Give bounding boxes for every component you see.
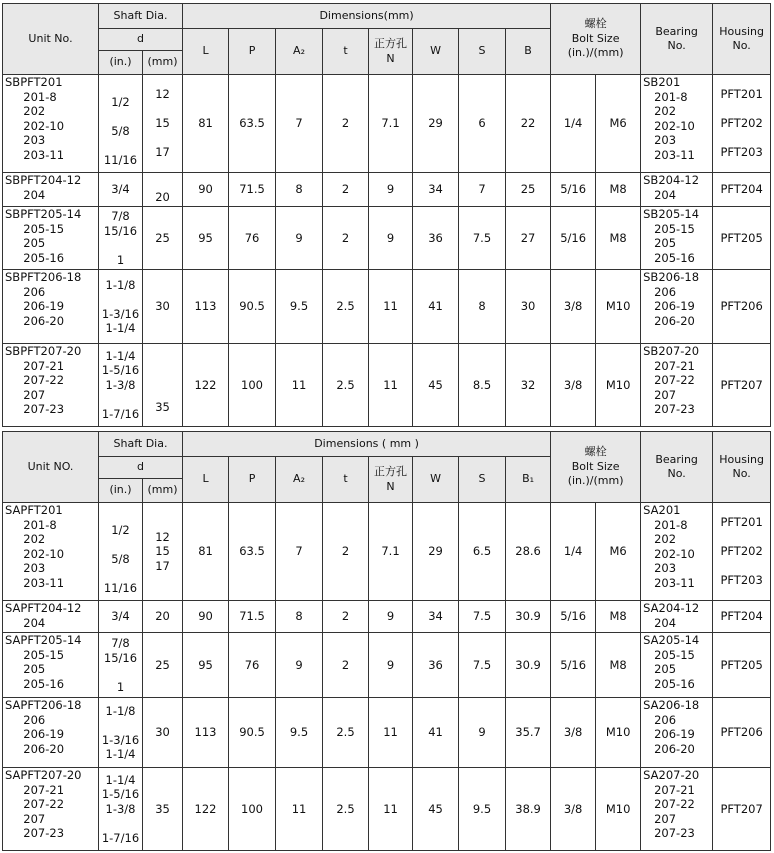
shaft-mm: 30: [143, 698, 183, 768]
dimension-value: 45: [413, 768, 459, 851]
dimension-value: 76: [229, 207, 276, 270]
header-shaft-dia: Shaft Dia.: [99, 432, 183, 457]
dimension-value: 28.6: [506, 503, 551, 601]
header-in: (in.): [99, 479, 143, 503]
bolt-size-mm: M6: [596, 503, 641, 601]
header-d: d: [99, 457, 183, 479]
housing-no: PFT207: [713, 344, 771, 427]
table-row: [3, 207, 771, 270]
header-dimensions: Dimensions ( mm ): [183, 432, 551, 457]
unit-no: SBPFT201 201-8 202 202-10 203 203-11: [3, 75, 99, 173]
header-dim-col: A₂: [276, 29, 323, 75]
bolt-size-in: 3/8: [551, 768, 596, 851]
shaft-mm: 25: [143, 207, 183, 270]
table-row: [3, 270, 771, 344]
header-unit-no: Unit NO.: [3, 432, 99, 503]
unit-no: SBPFT207-20 207-21 207-22 207 207-23: [3, 344, 99, 427]
table-row: [3, 698, 771, 768]
dimension-value: 2: [323, 173, 369, 207]
table-row: [3, 75, 771, 173]
dimension-value: 6.5: [459, 503, 506, 601]
housing-no: PFT201 PFT202 PFT203: [713, 75, 771, 173]
dimension-value: 113: [183, 698, 229, 768]
bolt-size-mm: M8: [596, 601, 641, 633]
table-row: [3, 503, 771, 601]
table-row: [3, 768, 771, 851]
dimension-value: 71.5: [229, 173, 276, 207]
shaft-mm: 25: [143, 633, 183, 698]
shaft-in: 7/8 15/16 1: [99, 207, 143, 270]
dimension-value: 76: [229, 633, 276, 698]
bearing-no: SA205-14 205-15 205 205-16: [641, 633, 713, 698]
header-housing-no: Housing No.: [713, 4, 771, 75]
shaft-in: 1-1/4 1-5/16 1-3/8 1-7/16: [99, 768, 143, 851]
shaft-in: 1-1/8 1-3/16 1-1/4: [99, 270, 143, 344]
header-dim-col: L: [183, 457, 229, 503]
dimension-value: 9.5: [276, 698, 323, 768]
shaft-mm: 35: [143, 344, 183, 427]
dimension-value: 25: [506, 173, 551, 207]
table-row: [3, 173, 771, 207]
dimension-value: 90.5: [229, 270, 276, 344]
bearing-no: SA204-12 204: [641, 601, 713, 633]
table-row: [3, 633, 771, 698]
dimension-value: 34: [413, 173, 459, 207]
bolt-size-mm: M10: [596, 768, 641, 851]
dimension-value: 100: [229, 344, 276, 427]
dimension-value: 2.5: [323, 270, 369, 344]
shaft-in: 7/8 15/16 1: [99, 633, 143, 698]
bolt-size-in: 1/4: [551, 75, 596, 173]
housing-no: PFT205: [713, 633, 771, 698]
header-mm: (mm): [143, 479, 183, 503]
dimension-value: 2.5: [323, 698, 369, 768]
shaft-in: 1-1/8 1-3/16 1-1/4: [99, 698, 143, 768]
bearing-no: SB206-18 206 206-19 206-20: [641, 270, 713, 344]
shaft-mm: 12 15 17: [143, 75, 183, 173]
dimension-value: 11: [276, 344, 323, 427]
bolt-size-mm: M10: [596, 698, 641, 768]
header-dim-col: L: [183, 29, 229, 75]
dimension-value: 9: [276, 207, 323, 270]
bolt-size-in: 5/16: [551, 207, 596, 270]
dimension-value: 90.5: [229, 698, 276, 768]
dimension-value: 9: [369, 601, 413, 633]
header-bearing-no: Bearing No.: [641, 4, 713, 75]
dimension-value: 11: [369, 344, 413, 427]
bolt-size-in: 5/16: [551, 173, 596, 207]
header-dim-col: A₂: [276, 457, 323, 503]
dimension-value: 29: [413, 75, 459, 173]
dimension-value: 7.5: [459, 633, 506, 698]
dimension-value: 2: [323, 207, 369, 270]
bearing-no: SB201 201-8 202 202-10 203 203-11: [641, 75, 713, 173]
shaft-mm: 30: [143, 270, 183, 344]
header-dim-col: t: [323, 29, 369, 75]
header-dim-col: P: [229, 457, 276, 503]
dimension-value: 100: [229, 768, 276, 851]
bearing-no: SB207-20 207-21 207-22 207 207-23: [641, 344, 713, 427]
unit-no: SAPFT206-18 206 206-19 206-20: [3, 698, 99, 768]
table-row: [3, 601, 771, 633]
dimension-value: 9: [369, 207, 413, 270]
header-dim-col: 正方孔 N: [369, 29, 413, 75]
dimension-value: 122: [183, 768, 229, 851]
housing-no: PFT201 PFT202 PFT203: [713, 503, 771, 601]
bearing-no: SA206-18 206 206-19 206-20: [641, 698, 713, 768]
dimension-value: 95: [183, 207, 229, 270]
bolt-size-in: 3/8: [551, 344, 596, 427]
bolt-size-in: 3/8: [551, 270, 596, 344]
bolt-size-mm: M8: [596, 207, 641, 270]
header-dim-col: t: [323, 457, 369, 503]
dimension-value: 63.5: [229, 503, 276, 601]
dimension-value: 9: [369, 173, 413, 207]
housing-no: PFT204: [713, 173, 771, 207]
bearing-table-sbpft: [2, 3, 771, 427]
header-bolt-size: 螺栓 Bolt Size (in.)/(mm): [551, 432, 641, 503]
shaft-in: 1/2 5/8 11/16: [99, 503, 143, 601]
dimension-value: 11: [369, 698, 413, 768]
dimension-value: 32: [506, 344, 551, 427]
shaft-mm: 20: [143, 601, 183, 633]
shaft-in: 1/2 5/8 11/16: [99, 75, 143, 173]
bolt-size-in: 5/16: [551, 601, 596, 633]
dimension-value: 11: [369, 270, 413, 344]
dimension-value: 7: [459, 173, 506, 207]
dimension-value: 81: [183, 503, 229, 601]
shaft-in: 3/4: [99, 601, 143, 633]
dimension-value: 2.5: [323, 344, 369, 427]
bearing-no: SB204-12 204: [641, 173, 713, 207]
dimension-value: 34: [413, 601, 459, 633]
dimension-value: 2: [323, 75, 369, 173]
dimension-value: 36: [413, 207, 459, 270]
dimension-value: 9.5: [459, 768, 506, 851]
bearing-table-sapft: [2, 431, 771, 851]
housing-no: PFT205: [713, 207, 771, 270]
bolt-size-mm: M8: [596, 633, 641, 698]
bolt-size-in: 5/16: [551, 633, 596, 698]
table-row: [3, 344, 771, 427]
dimension-value: 22: [506, 75, 551, 173]
unit-no: SAPFT204-12 204: [3, 601, 99, 633]
dimension-value: 2: [323, 633, 369, 698]
dimension-value: 41: [413, 698, 459, 768]
dimension-value: 90: [183, 601, 229, 633]
header-in: (in.): [99, 51, 143, 75]
unit-no: SBPFT205-14 205-15 205 205-16: [3, 207, 99, 270]
dimension-value: 95: [183, 633, 229, 698]
dimension-value: 7: [276, 75, 323, 173]
bolt-size-mm: M8: [596, 173, 641, 207]
dimension-value: 7.1: [369, 75, 413, 173]
dimension-value: 7.5: [459, 601, 506, 633]
housing-no: PFT206: [713, 698, 771, 768]
dimension-value: 30: [506, 270, 551, 344]
unit-no: SBPFT206-18 206 206-19 206-20: [3, 270, 99, 344]
shaft-in: 3/4: [99, 173, 143, 207]
header-dimensions: Dimensions(mm): [183, 4, 551, 29]
header-dim-col: B₁: [506, 457, 551, 503]
header-bearing-no: Bearing No.: [641, 432, 713, 503]
header-mm: (mm): [143, 51, 183, 75]
dimension-value: 9.5: [276, 270, 323, 344]
dimension-value: 8: [276, 601, 323, 633]
dimension-value: 30.9: [506, 633, 551, 698]
shaft-in: 1-1/4 1-5/16 1-3/8 1-7/16: [99, 344, 143, 427]
dimension-value: 71.5: [229, 601, 276, 633]
dimension-value: 6: [459, 75, 506, 173]
shaft-mm: 12 15 17: [143, 503, 183, 601]
dimension-value: 2.5: [323, 768, 369, 851]
header-dim-col: B: [506, 29, 551, 75]
header-dim-col: S: [459, 457, 506, 503]
dimension-value: 9: [369, 633, 413, 698]
dimension-value: 35.7: [506, 698, 551, 768]
header-d: d: [99, 29, 183, 51]
unit-no: SAPFT207-20 207-21 207-22 207 207-23: [3, 768, 99, 851]
bearing-no: SA207-20 207-21 207-22 207 207-23: [641, 768, 713, 851]
dimension-value: 8: [276, 173, 323, 207]
header-dim-col: W: [413, 29, 459, 75]
dimension-value: 8: [459, 270, 506, 344]
housing-no: PFT204: [713, 601, 771, 633]
dimension-value: 36: [413, 633, 459, 698]
bolt-size-mm: M10: [596, 270, 641, 344]
unit-no: SAPFT205-14 205-15 205 205-16: [3, 633, 99, 698]
dimension-value: 30.9: [506, 601, 551, 633]
bearing-no: SA201 201-8 202 202-10 203 203-11: [641, 503, 713, 601]
dimension-value: 2: [323, 601, 369, 633]
dimension-value: 9: [276, 633, 323, 698]
dimension-value: 2: [323, 503, 369, 601]
header-dim-col: 正方孔 N: [369, 457, 413, 503]
dimension-value: 122: [183, 344, 229, 427]
dimension-value: 45: [413, 344, 459, 427]
dimension-value: 27: [506, 207, 551, 270]
dimension-value: 7: [276, 503, 323, 601]
housing-no: PFT207: [713, 768, 771, 851]
header-housing-no: Housing No.: [713, 432, 771, 503]
dimension-value: 7.5: [459, 207, 506, 270]
dimension-value: 63.5: [229, 75, 276, 173]
bolt-size-in: 1/4: [551, 503, 596, 601]
bolt-size-in: 3/8: [551, 698, 596, 768]
dimension-value: 7.1: [369, 503, 413, 601]
unit-no: SAPFT201 201-8 202 202-10 203 203-11: [3, 503, 99, 601]
bearing-no: SB205-14 205-15 205 205-16: [641, 207, 713, 270]
header-unit-no: Unit No.: [3, 4, 99, 75]
header-shaft-dia: Shaft Dia.: [99, 4, 183, 29]
dimension-value: 113: [183, 270, 229, 344]
bolt-size-mm: M10: [596, 344, 641, 427]
dimension-value: 90: [183, 173, 229, 207]
dimension-value: 41: [413, 270, 459, 344]
header-dim-col: P: [229, 29, 276, 75]
dimension-value: 11: [369, 768, 413, 851]
shaft-mm: 20: [143, 173, 183, 207]
shaft-mm: 35: [143, 768, 183, 851]
dimension-value: 9: [459, 698, 506, 768]
header-dim-col: S: [459, 29, 506, 75]
header-bolt-size: 螺栓 Bolt Size (in.)/(mm): [551, 4, 641, 75]
dimension-value: 29: [413, 503, 459, 601]
housing-no: PFT206: [713, 270, 771, 344]
dimension-value: 38.9: [506, 768, 551, 851]
dimension-value: 11: [276, 768, 323, 851]
dimension-value: 81: [183, 75, 229, 173]
header-dim-col: W: [413, 457, 459, 503]
bolt-size-mm: M6: [596, 75, 641, 173]
dimension-value: 8.5: [459, 344, 506, 427]
unit-no: SBPFT204-12 204: [3, 173, 99, 207]
